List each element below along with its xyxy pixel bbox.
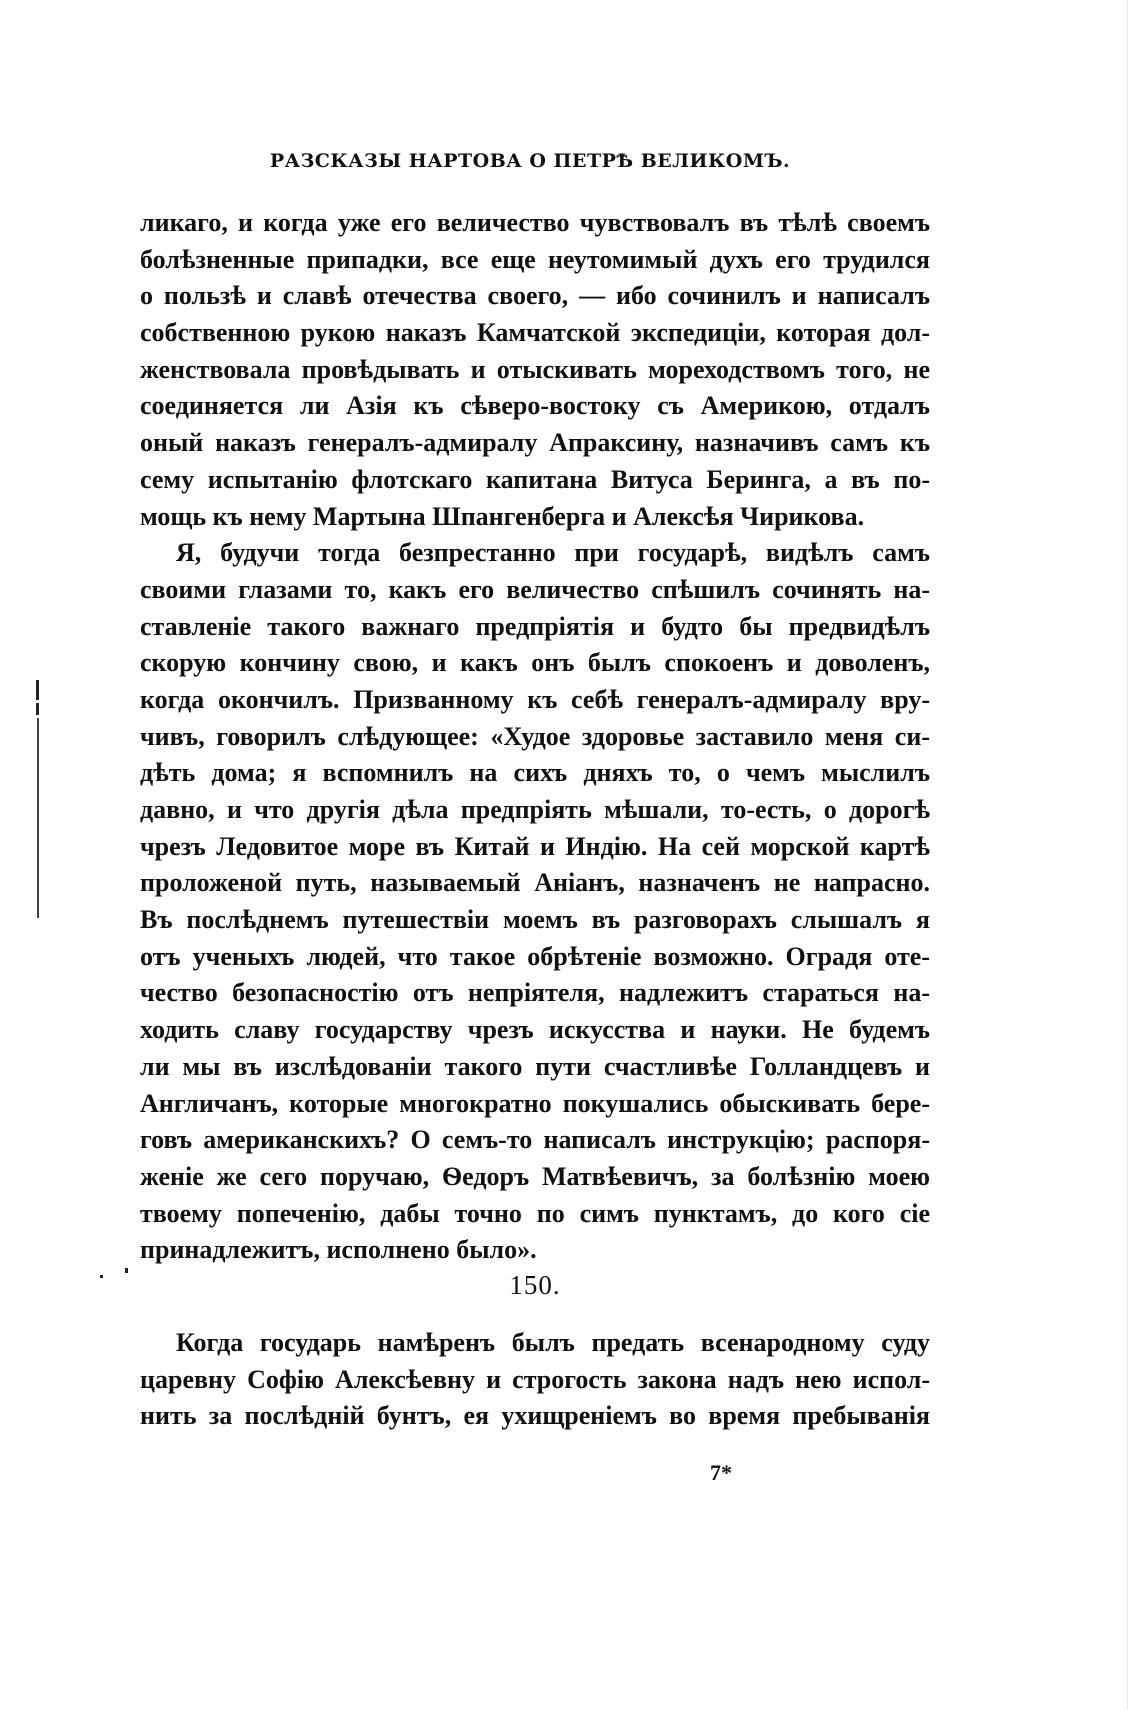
text-line: Когда государь намѣренъ былъ предать всенародному суду xyxy=(176,1328,930,1357)
text-line: чество безопасностію отъ непріятеля, надлежитъ стараться на- xyxy=(140,978,930,1008)
text-line: ли мы въ изслѣдованіи такого пути счастливѣе Голландцевъ и xyxy=(140,1051,930,1081)
margin-mark xyxy=(37,718,39,918)
text-line: дѣть дома; я вспомнилъ на сихъ дняхъ то, о чемъ мыслилъ xyxy=(140,758,930,788)
text-line: отъ ученыхъ людей, что такое обрѣтеніе возможно. Оградя оте- xyxy=(140,941,930,971)
text-line: мощь къ нему Мартына Шпангенберга и Алексѣя Чирикова. xyxy=(140,501,865,531)
page-edge-line xyxy=(1127,0,1128,1710)
text-line: говъ американскихъ? О семъ-то написалъ инструкцію; распоря- xyxy=(140,1125,930,1155)
text-line: ставленіе такого важнаго предпріятія и будто бы предвидѣлъ xyxy=(140,611,930,641)
text-line: женіе же сего поручаю, Ѳедоръ Матвѣевичъ, за болѣзнію моею xyxy=(140,1161,930,1191)
text-line: чивъ, говорилъ слѣдующее: «Худое здоровье заставило меня си- xyxy=(140,721,930,751)
text-line: чрезъ Ледовитое море въ Китай и Индію. На сей морской картѣ xyxy=(140,831,930,861)
text-line: принадлежитъ, исполнено было». xyxy=(140,1235,537,1265)
running-title: РАЗСКАЗЫ НАРТОВА О ПЕТРѢ ВЕЛИКОМЪ. xyxy=(269,150,791,172)
signature-mark: 7* xyxy=(710,1460,732,1485)
section-number: 150. xyxy=(509,1270,561,1300)
text-line: когда окончилъ. Призванному къ себѣ генералъ-адмиралу вру- xyxy=(140,684,930,714)
margin-mark xyxy=(36,680,39,700)
text-line: давно, и что другія дѣла предпріять мѣшали, то-есть, о дорогѣ xyxy=(140,795,930,824)
text-line: Въ послѣднемъ путешествіи моемъ въ разговорахъ слышалъ я xyxy=(140,905,930,935)
text-line: собственною рукою наказъ Камчатской экспедиціи, которая дол- xyxy=(140,318,930,348)
text-line: проложеной путь, называемый Аніанъ, назначенъ не напрасно. xyxy=(140,868,930,898)
text-line: соединяется ли Азія къ сѣверо-востоку съ Америкою, отдалъ xyxy=(140,391,930,421)
margin-mark xyxy=(100,1275,103,1278)
text-line: ликаго, и когда уже его величество чувствовалъ въ тѣлѣ своемъ xyxy=(140,208,930,237)
text-line: оный наказъ генералъ-адмиралу Апраксину, назначивъ самъ къ xyxy=(140,428,930,458)
paragraph-3 xyxy=(140,1325,930,1435)
margin-mark xyxy=(125,1268,128,1273)
text-line: своими глазами то, какъ его величество спѣшилъ сочинять на- xyxy=(140,574,930,604)
text-line: Англичанъ, которые многократно покушались обыскивать бере- xyxy=(140,1088,930,1118)
paragraph-1-and-2 xyxy=(140,205,930,1269)
text-line: Я, будучи тогда безпрестанно при государѣ, видѣлъ самъ xyxy=(176,538,930,568)
text-line: скорую кончину свою, и какъ онъ былъ спокоенъ и доволенъ, xyxy=(140,648,930,678)
text-line: ходить славу государству чрезъ искусства и науки. Не будемъ xyxy=(140,1015,930,1045)
text-line: женствовала провѣдывать и отыскивать мореходствомъ того, не xyxy=(140,354,930,384)
text-line: сему испытанію флотскаго капитана Витуса Беринга, а въ по- xyxy=(140,464,930,494)
text-line: нить за послѣдній бунтъ, ея ухищреніемъ во время пребыванія xyxy=(140,1401,930,1431)
text-line: царевну Софію Алексѣевну и строгость закона надъ нею испол- xyxy=(140,1364,930,1394)
text-line: твоему попеченію, дабы точно по симъ пунктамъ, до кого сіе xyxy=(140,1198,930,1228)
text-line: о пользѣ и славѣ отечества своего, — ибо сочинилъ и написалъ xyxy=(140,281,930,311)
margin-mark xyxy=(36,703,39,715)
text-line: болѣзненные припадки, все еще неутомимый духъ его трудился xyxy=(140,244,930,274)
